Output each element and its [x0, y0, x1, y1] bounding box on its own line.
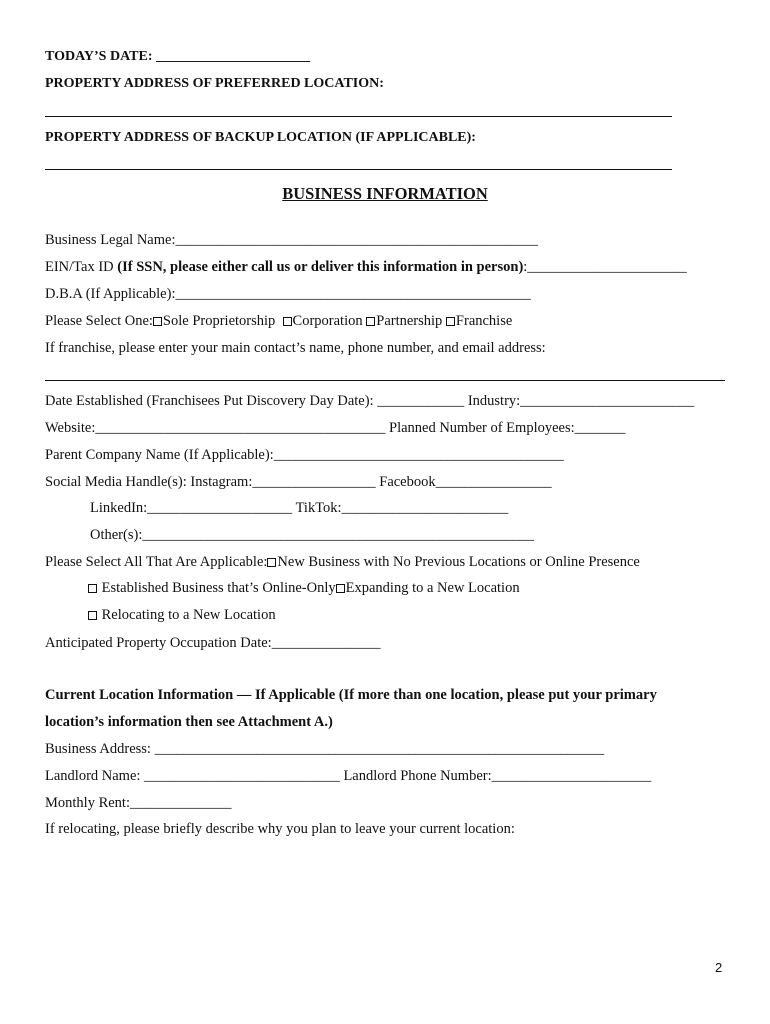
landlord-name-field[interactable]: Landlord Name: ___________________________ [45, 768, 340, 784]
select-all-label: Please Select All That Are Applicable: [45, 554, 268, 570]
backup-location-blank[interactable] [45, 169, 672, 170]
monthly-rent-field[interactable]: Monthly Rent:______________ [45, 795, 232, 811]
ein-blank[interactable]: :______________________ [523, 259, 687, 275]
relocating-label: Relocating to a New Location [101, 607, 276, 623]
business-address-field[interactable]: Business Address: ______________________________________________________________ [45, 741, 605, 757]
page-number: 2 [715, 960, 723, 975]
planned-employees-field[interactable]: Planned Number of Employees:_______ [389, 420, 626, 436]
instagram-field[interactable]: Social Media Handle(s): Instagram:_________________ [45, 474, 376, 490]
current-location-heading-1: Current Location Information — If Applicable (If more than one location, please put your primary [45, 687, 657, 703]
partnership-checkbox[interactable] [366, 317, 375, 326]
established-industry-row [45, 392, 694, 410]
ein-label: EIN/Tax ID [45, 259, 118, 275]
facebook-field[interactable]: Facebook________________ [379, 474, 552, 490]
occupation-date-field[interactable]: Anticipated Property Occupation Date:_______________ [45, 635, 381, 651]
expanding-label: Expanding to a New Location [345, 580, 520, 596]
legal-name-field[interactable]: Business Legal Name:__________________________________________________ [45, 232, 538, 248]
franchise-label: Franchise [455, 313, 513, 329]
dba-field[interactable]: D.B.A (If Applicable):_________________________________________________ [45, 286, 531, 302]
online-only-label: Established Business that’s Online-Only [101, 580, 336, 596]
select-one-label: Please Select One: [45, 313, 153, 329]
applicable-row-2 [88, 579, 520, 597]
franchise-contact-label: If franchise, please enter your main contact’s name, phone number, and email address: [45, 340, 546, 356]
sole-proprietorship-label: Sole Proprietorship [162, 313, 276, 329]
franchise-checkbox[interactable] [446, 317, 455, 326]
linkedin-tiktok-row [90, 499, 508, 517]
new-business-label: New Business with No Previous Locations or Online Presence [277, 554, 640, 570]
sole-proprietorship-checkbox[interactable] [153, 317, 162, 326]
other-social-field[interactable]: Other(s):______________________________________________________ [90, 527, 534, 543]
partnership-label: Partnership [376, 313, 443, 329]
ein-note: (If SSN, please either call us or deliver this information in person) [117, 259, 524, 275]
tiktok-field[interactable]: TikTok:_______________________ [295, 500, 509, 516]
website-employees-row [45, 419, 625, 437]
landlord-row [45, 767, 651, 785]
linkedin-field[interactable]: LinkedIn:____________________ [90, 500, 293, 516]
ein-field[interactable] [45, 258, 687, 276]
online-only-checkbox[interactable] [88, 584, 97, 593]
new-business-checkbox[interactable] [267, 558, 276, 567]
applicable-row-1 [45, 553, 640, 571]
business-type-row [45, 312, 512, 330]
todays-date-field[interactable]: TODAY’S DATE: ______________________ [45, 49, 310, 64]
expanding-checkbox[interactable] [336, 584, 345, 593]
preferred-location-label: PROPERTY ADDRESS OF PREFERRED LOCATION: [45, 76, 384, 91]
industry-field[interactable]: Industry:________________________ [467, 393, 695, 409]
parent-company-field[interactable]: Parent Company Name (If Applicable):________________________________________ [45, 447, 564, 463]
section-title: BUSINESS INFORMATION [282, 184, 488, 203]
relocation-reason-label: If relocating, please briefly describe why you plan to leave your current location: [45, 821, 515, 837]
corporation-checkbox[interactable] [283, 317, 292, 326]
current-location-heading-2: location’s information then see Attachment A.) [45, 714, 333, 730]
landlord-phone-field[interactable]: Landlord Phone Number:______________________ [343, 768, 652, 784]
relocating-checkbox[interactable] [88, 611, 97, 620]
social-media-row [45, 473, 552, 491]
franchise-contact-blank[interactable] [45, 380, 725, 381]
backup-location-label: PROPERTY ADDRESS OF BACKUP LOCATION (IF APPLICABLE): [45, 130, 476, 145]
applicable-row-3 [88, 606, 276, 624]
preferred-location-blank[interactable] [45, 116, 672, 117]
website-field[interactable]: Website:________________________________________ [45, 420, 386, 436]
corporation-label: Corporation [292, 313, 363, 329]
date-established-field[interactable]: Date Established (Franchisees Put Discovery Day Date): ____________ [45, 393, 465, 409]
